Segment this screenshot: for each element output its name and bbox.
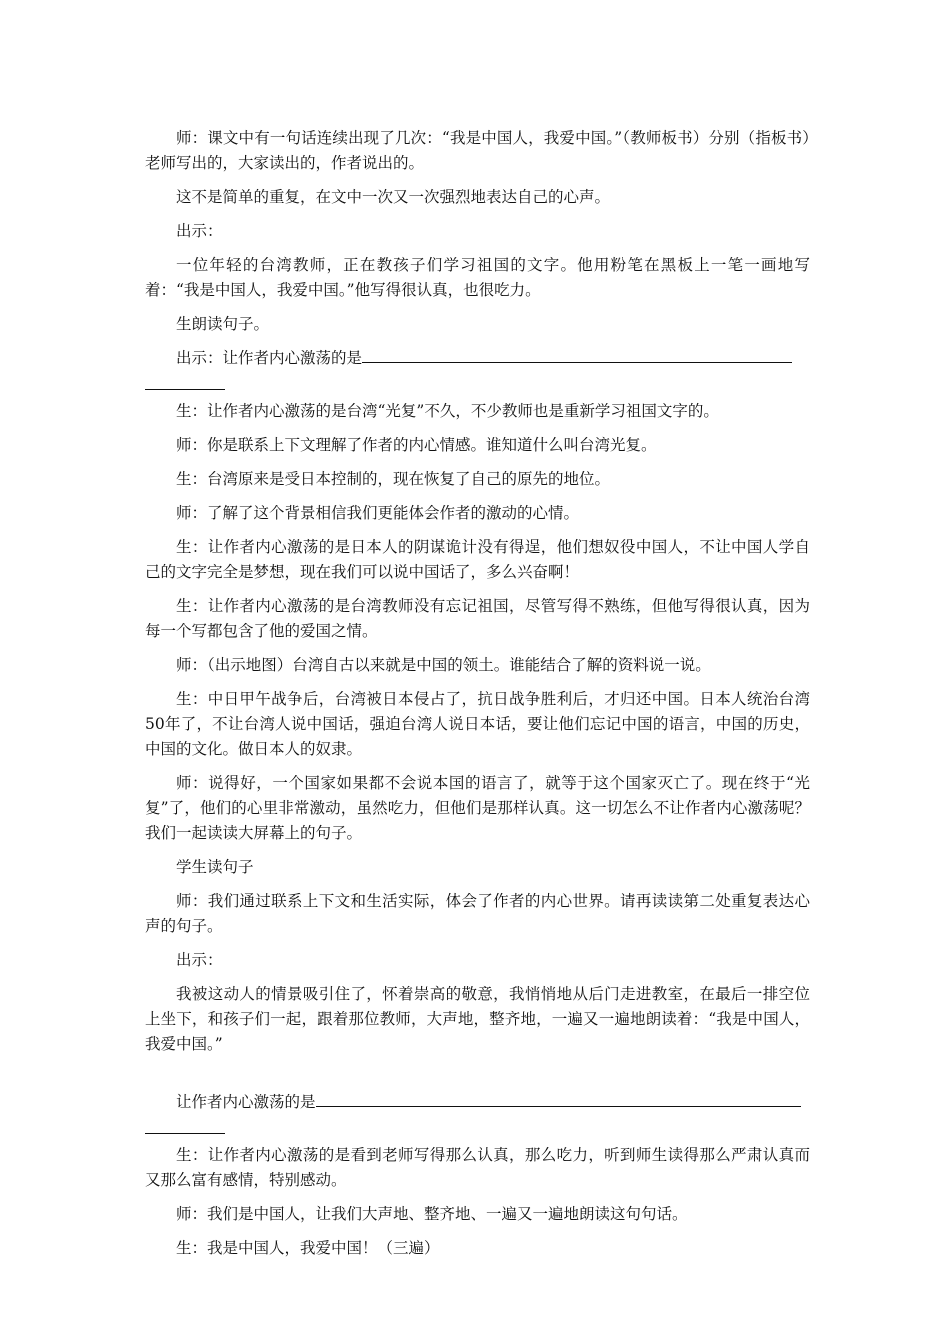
paragraph: 师：我们通过联系上下文和生活实际，体会了作者的内心世界。请再读读第二处重复表达心声的句子。: [145, 892, 810, 935]
paragraph: 生：让作者内心激荡的是看到老师写得那么认真，那么吃力，听到师生读得那么严肃认真而又那么富有感情，特别感动。: [145, 1146, 810, 1189]
answer-blank-line: [316, 1092, 801, 1107]
paragraph: 师：课文中有一句话连续出现了几次：“我是中国人，我爱中国。”（教师板书）分别（指板书）老师写出的，大家读出的，作者说出的。: [145, 129, 810, 172]
answer-blank-line: [362, 348, 792, 363]
paragraph: 生：让作者内心激荡的是台湾“光复”不久，不少教师也是重新学习祖国文字的。: [176, 402, 719, 420]
paragraph: 师：你是联系上下文理解了作者的内心情感。谁知道什么叫台湾光复。: [176, 436, 657, 454]
paragraph: 出示：: [176, 222, 223, 240]
paragraph: 学生读句子: [176, 858, 254, 876]
answer-blank-line-continuation: [145, 1115, 225, 1134]
document-page: [145, 126, 810, 1261]
paragraph: 生：让作者内心激荡的是日本人的阴谋诡计没有得逞，他们想奴役中国人，不让中国人学自己的文字完全是梦想，现在我们可以说中国话了，多么兴奋啊！: [145, 538, 810, 581]
paragraph: 师：我们是中国人，让我们大声地、整齐地、一遍又一遍地朗读这句句话。: [176, 1205, 688, 1223]
paragraph: 出示：: [176, 951, 223, 969]
fill-in-prompt: [145, 1090, 810, 1115]
paragraph: 生：让作者内心激荡的是台湾教师没有忘记祖国，尽管写得不熟练，但他写得很认真，因为每一个写都包含了他的爱国之情。: [145, 597, 810, 640]
paragraph: 生：我是中国人，我爱中国！（三遍）: [176, 1239, 440, 1257]
fill-in-prompt: [145, 346, 810, 371]
paragraph: 师：说得好，一个国家如果都不会说本国的语言了，就等于这个国家灭亡了。现在终于“光复”了，他们的心里非常激动，虽然吃力，但他们是那样认真。这一切怎么不让作者内心激荡呢？我们一起读读大屏幕上的句子。: [145, 774, 810, 842]
fill-in-prompt-text: 让作者内心激荡的是: [176, 1093, 316, 1111]
paragraph: 生朗读句子。: [176, 315, 270, 333]
paragraph: 生：台湾原来是受日本控制的，现在恢复了自己的原先的地位。: [176, 470, 611, 488]
answer-blank-line-continuation: [145, 371, 225, 390]
quoted-passage: 我被这动人的情景吸引住了，怀着崇高的敬意，我悄悄地从后门走进教室，在最后一排空位上坐下，和孩子们一起，跟着那位教师，大声地，整齐地，一遍又一遍地朗读着：“我是中国人，我爱中国。”: [145, 985, 810, 1053]
paragraph: 这不是简单的重复，在文中一次又一次强烈地表达自己的心声。: [176, 188, 611, 206]
paragraph: 师：了解了这个背景相信我们更能体会作者的激动的心情。: [176, 504, 580, 522]
fill-in-prompt-text: 出示：让作者内心激荡的是: [176, 349, 363, 367]
quoted-passage: 一位年轻的台湾教师，正在教孩子们学习祖国的文字。他用粉笔在黑板上一笔一画地写着：“我是中国人，我爱中国。”他写得很认真，也很吃力。: [145, 256, 810, 299]
paragraph: 师：（出示地图）台湾自古以来就是中国的领土。谁能结合了解的资料说一说。: [176, 656, 711, 674]
paragraph: 生：中日甲午战争后，台湾被日本侵占了，抗日战争胜利后，才归还中国。日本人统治台湾50年了，不让台湾人说中国话，强迫台湾人说日本话，要让他们忘记中国的语言，中国的历史，中国的文化。做日本人的奴隶。: [145, 690, 810, 758]
